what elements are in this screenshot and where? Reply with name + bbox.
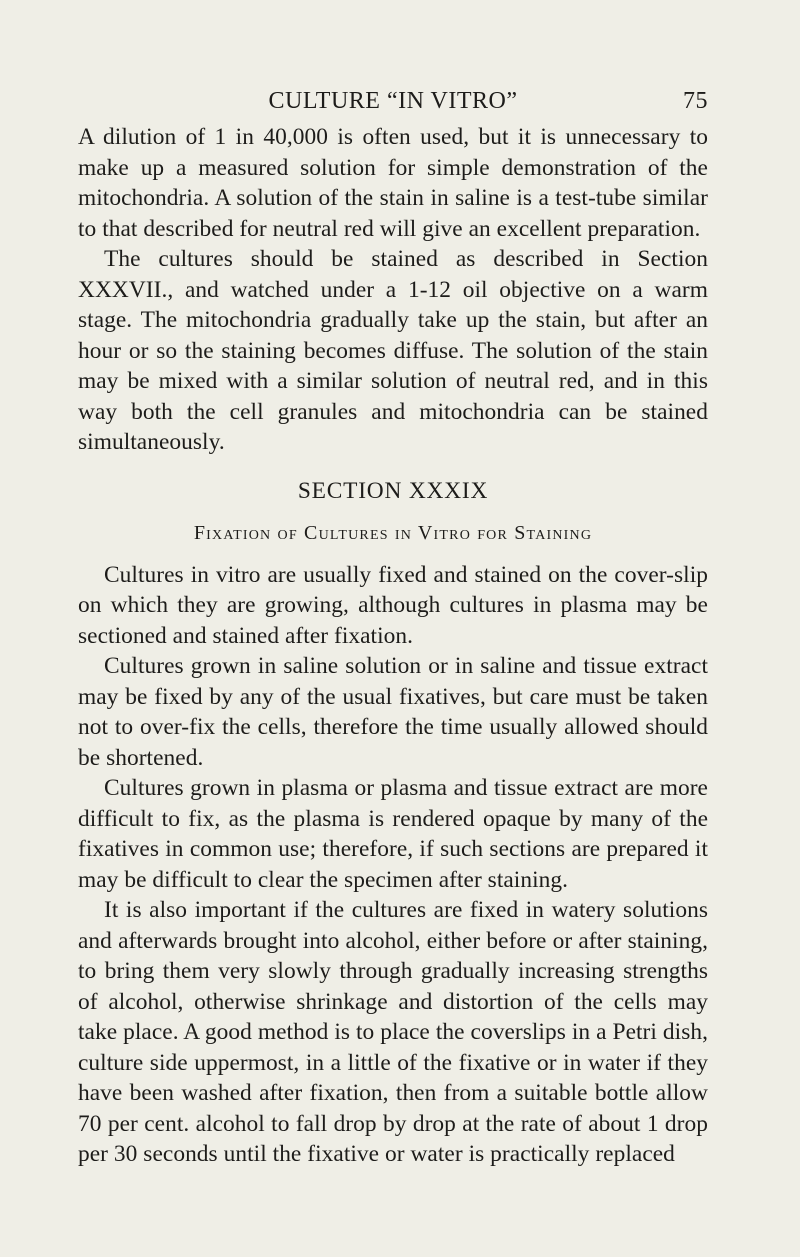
paragraph-staining: The cultures should be stained as described in Section XXXVII., and watched under a 1-12 oil objective on a warm stage. The mitochondria gradually take up the stain, but after an hour or so the staining becomes diffuse. The solution of the stain may be mixed with a similar solution of neutral red, and in this way both the cell granules and mitochondria can be stained simultaneously. — [78, 246, 708, 455]
page-number: 75 — [683, 88, 708, 114]
paragraph-saline: Cultures grown in saline solution or in saline and tissue extract may be fixed by any of the usual fixatives, but care must be taken not to over-fix the cells, therefore the time usually allowed should be shortened. — [78, 653, 708, 771]
paragraph-dilution: A dilution of 1 in 40,000 is often used, but it is unnecessary to make up a measured solution for simple demonstration of the mitochondria. A solution of the stain in saline is a test-tube similar to that described for neutral red will give an excellent preparation. — [78, 124, 708, 242]
paragraph-coverslip: Cultures in vitro are usually fixed and stained on the cover-slip on which they are growing, although cultures in plasma may be sectioned and stained after fixation. — [78, 561, 708, 649]
paragraph-alcohol: It is also important if the cultures are fixed in watery solutions and afterwards brought into alcohol, either before or after staining, to bring them very slowly through gradually increasing strengths of alcohol, otherwise shrinkage and distortion of the cells may take place. A good method is to place the coverslips in a Petri dish, culture side uppermost, in a little of the fixative or in water if they have been washed after fixation, then from a suitable bottle allow 70 per cent. alcohol to fall drop by drop at the rate of about 1 drop per 30 seconds until the fixative or water is practically replaced — [78, 897, 708, 1167]
section-number: SECTION XXXIX — [297, 477, 489, 504]
paragraph-plasma: Cultures grown in plasma or plasma and tissue extract are more difficult to fix, as the plasma is rendered opaque by many of the fixatives in common use; therefore, if such sections are prepared it may be difficult to clear the specimen after staining. — [78, 775, 708, 893]
running-head — [78, 82, 708, 122]
book-page — [78, 82, 708, 1170]
section-title: Fixation of Cultures in Vitro for Staining — [193, 521, 593, 544]
running-head-title: CULTURE “IN VITRO” — [268, 88, 518, 114]
